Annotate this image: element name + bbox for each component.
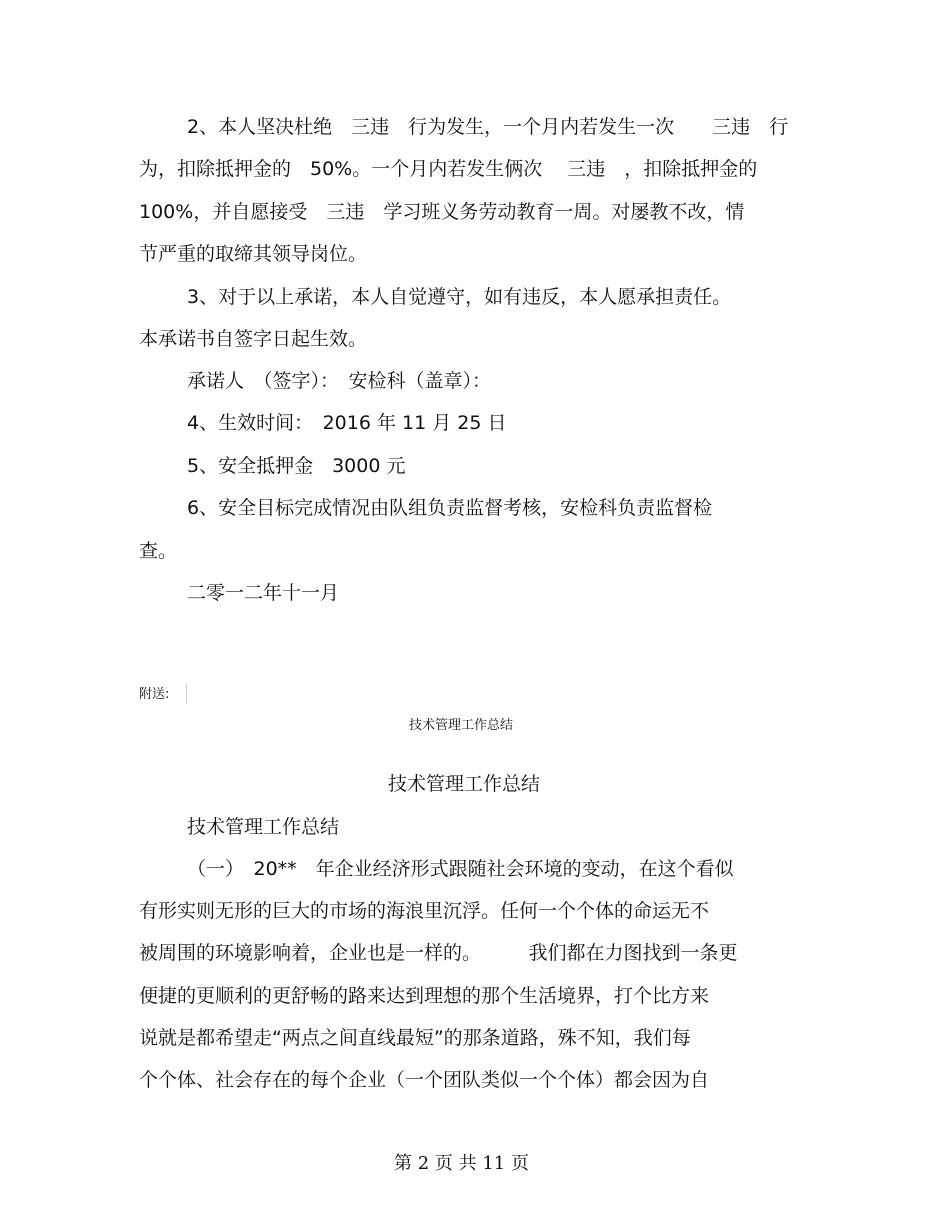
pledge-date: 二零一二年十一月	[187, 582, 340, 604]
pledge-line-6: 本承诺书自签字日起生效。	[139, 328, 368, 350]
summary-line-3: 有形实则无形的巨大的市场的海浪里沉浮。任何一个个体的命运无不	[139, 900, 710, 922]
pledge-line-5: 3、对于以上承诺，本人自觉遵守，如有违反，本人愿承担责任。	[187, 286, 732, 308]
pledge-line-4: 节严重的取缔其领导岗位。	[139, 243, 368, 265]
pledge-line-3: 100%，并自愿接受 三违 学习班义务劳动教育一周。对屡教不改，情	[139, 201, 745, 223]
summary-line-7: 个个体、社会存在的每个企业（一个团队类似一个个体）都会因为自	[139, 1069, 710, 1091]
summary-line-6: 说就是都希望走“两点之间直线最短”的那条道路，殊不知，我们每	[139, 1027, 691, 1049]
page-number: 第 2 页 共 11 页	[394, 1153, 529, 1174]
signature-line: 承诺人 （签字）： 安检科（盖章）：	[187, 370, 492, 392]
summary-line-1: 技术管理工作总结	[187, 816, 340, 838]
summary-line-4: 被周围的环境影响着，企业也是一样的。 我们都在力图找到一条更	[139, 942, 738, 964]
pledge-line-11: 查。	[139, 540, 178, 562]
summary-line-2: （一） 20** 年企业经济形式跟随社会环境的变动，在这个看似	[187, 858, 734, 880]
attachment-small-title: 技术管理工作总结	[409, 718, 514, 733]
pledge-line-2: 为，扣除抵押金的 50%。一个月内若发生俩次 三违 ，扣除抵押金的	[139, 158, 758, 180]
attachment-label: 附送:	[139, 687, 170, 702]
summary-title: 技术管理工作总结	[388, 773, 541, 795]
summary-line-5: 便捷的更顺利的更舒畅的路来达到理想的那个生活境界，打个比方来	[139, 985, 710, 1007]
pledge-line-10: 6、安全目标完成情况由队组负责监督考核，安检科负责监督检	[187, 497, 713, 519]
effective-date-line: 4、生效时间： 2016 年 11 月 25 日	[187, 412, 507, 434]
divider	[186, 684, 187, 704]
pledge-line-1: 2、本人坚决杜绝 三违 行为发生，一个月内若发生一次 三违 行	[187, 116, 789, 138]
deposit-line: 5、安全抵押金 3000 元	[187, 455, 406, 477]
